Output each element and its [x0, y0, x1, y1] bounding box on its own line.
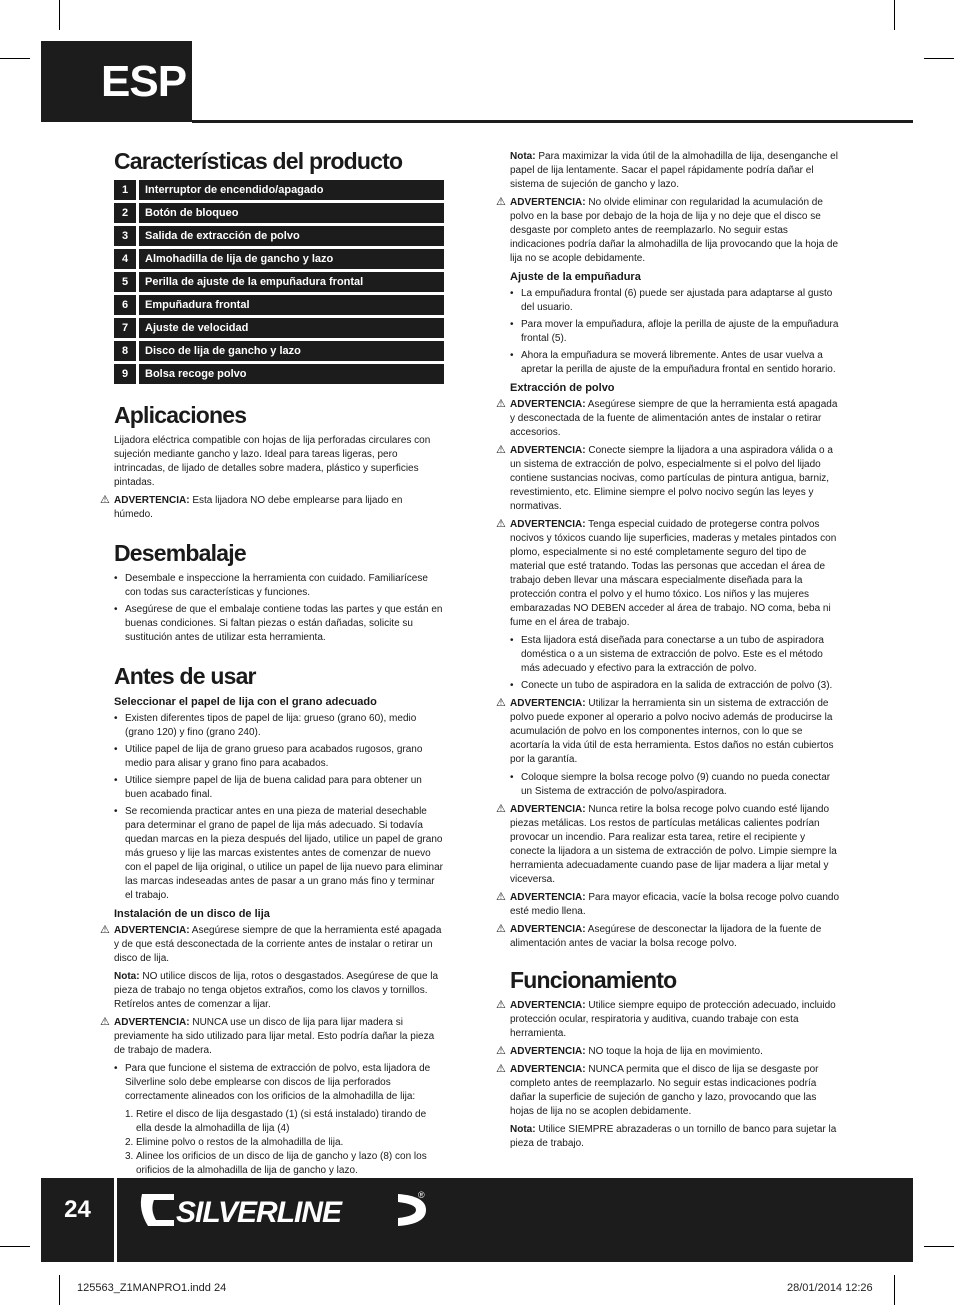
applications-text: Lijadora eléctrica compatible con hojas de lija perforadas circulares con sujeción mediante gancho y lazo. Ideal para tareas ligeras, pero intrincadas, de lijado de detalles sobre madera, plástico y superficies pintadas. — [114, 435, 431, 488]
warning — [496, 518, 840, 630]
list-item: • Se recomienda practicar antes en una pieza de material desechable para determinar el grano de papel de lija más adecuado. Si todavía quedan marcas en la pieza después del lijado, utilice un papel de grano más grueso y lije las marcas existentes antes de comenzar de nuevo con el papel de lija original, o utilice un papel de lija nuevo para eliminar las marcas indeseadas antes de pasar a un grano más fino y terminar el trabajo. — [114, 805, 444, 903]
warning-label: ADVERTENCIA: — [510, 1046, 586, 1057]
warning-text: Nunca retire la bolsa recoge polvo cuando esté lijando piezas metálicas. Los restos de partículas metálicas calientes podrían provocar un incendio. Para realizar esta tarea, retire el recipiente y conecte la lijadora a un sistema de extracción de polvo. Limpie siempre la herramienta adecuadamente cuando pase de lijar madera a lijar metal y viceversa. — [510, 804, 837, 885]
warning — [496, 196, 840, 266]
warning-icon: ⚠ — [496, 891, 506, 903]
warning — [496, 891, 840, 919]
warning-icon: ⚠ — [496, 1063, 506, 1075]
install-list — [114, 1062, 444, 1104]
subheading: Seleccionar el papel de lija con el grano adecuado — [114, 696, 377, 708]
warning-label: ADVERTENCIA: — [114, 925, 190, 936]
feature-item — [114, 249, 444, 269]
warning-text: NUNCA use un disco de lija para lijar madera si previamente ha sido utilizado para lijar metal. Esto podría dañar la pieza de trabajo de madera. — [114, 1017, 435, 1056]
note-label: Nota: — [510, 1124, 536, 1135]
language-tab — [41, 41, 192, 122]
crop-mark — [894, 1275, 895, 1305]
warning-text: Asegúrese siempre de que la herramienta esté apagada y de que está desconectada de la corriente antes de instalar o retirar un disco de lija. — [114, 925, 442, 964]
footer-bar — [41, 1178, 913, 1262]
warning-icon: ⚠ — [496, 398, 506, 410]
header-rule — [192, 120, 913, 123]
warning-icon: ⚠ — [100, 1016, 110, 1028]
warning-icon: ⚠ — [496, 1045, 506, 1057]
warning-label: ADVERTENCIA: — [114, 495, 190, 506]
note-text: Utilice SIEMPRE abrazaderas o un tornillo de banco para sujetar la pieza de trabajo. — [510, 1124, 837, 1149]
file-slug: 125563_Z1MANPRO1.indd 24 — [77, 1282, 227, 1294]
warning — [496, 697, 840, 767]
extraction-list-2 — [510, 771, 840, 799]
list-item: • Esta lijadora está diseñada para conectarse a un tubo de aspiradora doméstica o a un sistema de extracción de polvo. Este es el método más adecuado y efectivo para la extracción de polvo. — [510, 634, 840, 676]
feature-label: Disco de lija de gancho y lazo — [139, 341, 444, 361]
feature-number: 5 — [114, 272, 136, 292]
before-use-section — [100, 663, 444, 1192]
note — [114, 970, 444, 1012]
feature-item — [114, 203, 444, 223]
unpacking-list — [114, 572, 444, 645]
feature-number: 8 — [114, 341, 136, 361]
crop-mark — [894, 0, 895, 30]
warning-label: ADVERTENCIA: — [510, 804, 586, 815]
warning-icon: ⚠ — [496, 999, 506, 1011]
warning-icon: ⚠ — [496, 444, 506, 456]
warning-label: ADVERTENCIA: — [510, 519, 586, 530]
step-item — [125, 1108, 444, 1136]
warning-icon: ⚠ — [496, 518, 506, 530]
feature-label: Botón de bloqueo — [139, 203, 444, 223]
unpacking-title: Desembalaje — [114, 540, 246, 566]
warning — [496, 803, 840, 887]
list-item: • Utilice papel de lija de grano grueso para acabados rugosos, grano medio para alisar y grano fino para acabados. — [114, 743, 444, 771]
feature-label: Salida de extracción de polvo — [139, 226, 444, 246]
warning-text: Para mayor eficacia, vacíe la bolsa recoge polvo cuando esté medio llena. — [510, 892, 840, 917]
feature-item — [114, 180, 444, 200]
feature-item — [114, 341, 444, 361]
page-number: 24 — [64, 1196, 91, 1223]
feature-label: Bolsa recoge polvo — [139, 364, 444, 384]
step-number: 1. — [125, 1109, 134, 1120]
crop-mark — [0, 1246, 30, 1247]
crop-mark — [59, 0, 60, 30]
list-item: • Desembale e inspeccione la herramienta con cuidado. Familiarícese con todas sus características y funciones. — [114, 572, 444, 600]
step-text: Retire el disco de lija desgastado (1) (si está instalado) tirando de ella desde la almohadilla de lija (4) — [136, 1109, 427, 1134]
warning — [496, 999, 840, 1041]
feature-number: 3 — [114, 226, 136, 246]
subheading: Ajuste de la empuñadura — [510, 271, 641, 283]
warning-text: NO toque la hoja de lija en movimiento. — [588, 1046, 763, 1057]
right-column — [496, 150, 840, 1155]
warning-text: Tenga especial cuidado de protegerse contra polvos nocivos y tóxicos cuando lije superficies, maderas y metales pintados con plomo, especialmente si no esté completamente seguro del tipo de material que esté tratando. Todas las personas que accedan el área de trabajo deben llevar una máscara especialmente diseñada para la protección contra el polvo y el humo tóxico. Los niños y las mujeres embarazadas NO DEBEN acceder al área de trabajo. NO coma, beba ni fume en el área de trabajo. — [510, 519, 837, 628]
warning-icon: ⚠ — [496, 923, 506, 935]
feature-number: 7 — [114, 318, 136, 338]
note-text: Para maximizar la vida útil de la almohadilla de lija, desenganche el papel de lija lentamente. Sacar el papel rápidamente podría dañar el sistema de sujeción de gancho y lazo. — [510, 151, 838, 190]
warning-text: Esta lijadora NO debe emplearse para lijado en húmedo. — [114, 495, 403, 520]
feature-label: Ajuste de velocidad — [139, 318, 444, 338]
note-label: Nota: — [510, 151, 536, 162]
list-item: • Para que funcione el sistema de extracción de polvo, esta lijadora de Silverline solo debe emplearse con discos de lija perforados correctamente alineados con los orificios de la almohadilla de lija: — [114, 1062, 444, 1104]
warning-text: No olvide eliminar con regularidad la acumulación de polvo en la base por debajo de la hoja de lija y no deje que el disco se desgaste por completo antes de reemplazarlo. No seguir estas indicaciones podría dañar la almohadilla de lija provocando que la hoja de lija no se acople debidamente. — [510, 197, 839, 264]
step-item — [125, 1136, 444, 1150]
list-item: • La empuñadura frontal (6) puede ser ajustada para adaptarse al gusto del usuario. — [510, 287, 840, 315]
warning-text: Utilizar la herramienta sin un sistema de extracción de polvo puede exponer al operario a polvo nocivo además de producirse la acumulación de polvo en los componentes internos, con lo que se acortaría la vida útil de esta herramienta. Estos daños no están cubiertos por la garantía. — [510, 698, 834, 765]
note-text: NO utilice discos de lija, rotos o desgastados. Asegúrese de que la pieza de trabajo no tenga objetos extraños, como los clavos y tornillos. Retírelos antes de comenzar a lijar. — [114, 971, 439, 1010]
feature-number: 4 — [114, 249, 136, 269]
feature-item — [114, 272, 444, 292]
feature-number: 9 — [114, 364, 136, 384]
warning — [496, 398, 840, 440]
date-slug: 28/01/2014 12:26 — [787, 1282, 873, 1294]
note — [510, 1123, 840, 1151]
crop-mark — [924, 1246, 954, 1247]
crop-mark — [59, 1275, 60, 1305]
feature-item — [114, 318, 444, 338]
footer-divider — [114, 1178, 117, 1262]
warning-icon: ⚠ — [496, 697, 506, 709]
feature-label: Almohadilla de lija de gancho y lazo — [139, 249, 444, 269]
warning-label: ADVERTENCIA: — [114, 1017, 190, 1028]
step-text: Elimine polvo o restos de la almohadilla de lija. — [136, 1137, 344, 1148]
warning-label: ADVERTENCIA: — [510, 924, 586, 935]
feature-number: 6 — [114, 295, 136, 315]
feature-number: 2 — [114, 203, 136, 223]
before-use-title: Antes de usar — [114, 663, 256, 689]
unpacking-section — [114, 540, 444, 645]
subheading: Extracción de polvo — [510, 382, 615, 394]
features-title: Características del producto — [114, 148, 403, 174]
note-label: Nota: — [114, 971, 140, 982]
note — [510, 150, 840, 192]
warning-label: ADVERTENCIA: — [510, 892, 586, 903]
warning — [496, 1063, 840, 1119]
warning-label: ADVERTENCIA: — [510, 1000, 586, 1011]
warning-text: Asegúrese de desconectar la lijadora de la fuente de alimentación antes de vaciar la bolsa recoge polvo. — [510, 924, 822, 949]
applications-title: Aplicaciones — [114, 402, 247, 428]
crop-mark — [0, 58, 30, 59]
feature-item — [114, 226, 444, 246]
extraction-list — [510, 634, 840, 693]
left-column — [100, 148, 444, 1196]
features-list — [114, 180, 444, 384]
applications-section — [100, 402, 444, 522]
feature-label: Empuñadura frontal — [139, 295, 444, 315]
step-number: 2. — [125, 1137, 134, 1148]
list-item: • Ahora la empuñadura se moverá libremente. Antes de usar vuelva a apretar la perilla de ajuste de la empuñadura frontal en sentido horario. — [510, 349, 840, 377]
list-item: • Utilice siempre papel de lija de buena calidad para para obtener un buen acabado final. — [114, 774, 444, 802]
subheading: Instalación de un disco de lija — [114, 908, 270, 920]
feature-label: Perilla de ajuste de la empuñadura frontal — [139, 272, 444, 292]
list-item: • Para mover la empuñadura, afloje la perilla de ajuste de la empuñadura frontal (5). — [510, 318, 840, 346]
list-item: • Coloque siempre la bolsa recoge polvo (9) cuando no pueda conectar un Sistema de extracción de polvo/aspiradora. — [510, 771, 840, 799]
warning-text: Conecte siempre la lijadora a una aspiradora válida o a un sistema de extracción de polvo, especialmente si el polvo del lijado contiene sustancias nocivas, como partículas de pintura antigua, barniz, revestimiento, etc. Elimine siempre el polvo nocivo según las leyes y normativas. — [510, 445, 833, 512]
step-number: 3. — [125, 1151, 134, 1162]
warning-label: ADVERTENCIA: — [510, 445, 586, 456]
list-item: • Conecte un tubo de aspiradora en la salida de extracción de polvo (3). — [510, 679, 840, 693]
warning — [496, 1045, 840, 1059]
silverline-logo — [136, 1186, 436, 1234]
logo-wordmark: SILVERLINE — [176, 1196, 342, 1229]
warning-text: Asegúrese siempre de que la herramienta está apagada y desconectada de la fuente de alimentación antes de instalar o retirar accesorios. — [510, 399, 838, 438]
registered-mark: ® — [418, 1190, 425, 1200]
warning-text: Utilice siempre equipo de protección adecuado, incluido protección ocular, respiratoria y auditiva, cuando trabaje con esta herramienta. — [510, 1000, 836, 1039]
warning-icon: ⚠ — [100, 494, 110, 506]
warning-label: ADVERTENCIA: — [510, 698, 586, 709]
warning-text: NUNCA permita que el disco de lija se desgaste por completo antes de reemplazarlo. No seguir estas indicaciones podría dañar la superficie de sujeción de gancho y lazo, provocando que las hojas de lija no se acoplen debidamente. — [510, 1064, 819, 1117]
warning-icon: ⚠ — [100, 924, 110, 936]
operation-section — [496, 967, 840, 1151]
warning-label: ADVERTENCIA: — [510, 197, 586, 208]
list-item: • Asegúrese de que el embalaje contiene todas las partes y que están en buenas condiciones. Si faltan piezas o están dañadas, solicite su sustitución antes de utilizar esta herramienta. — [114, 603, 444, 645]
feature-item — [114, 295, 444, 315]
warning — [496, 444, 840, 514]
warning — [100, 494, 444, 522]
handle-list — [510, 287, 840, 377]
grit-list — [114, 712, 444, 903]
warning — [496, 923, 840, 951]
list-item: • Existen diferentes tipos de papel de lija: grueso (grano 60), medio (grano 120) y fino (grano 240). — [114, 712, 444, 740]
warning-icon: ⚠ — [496, 196, 506, 208]
warning-label: ADVERTENCIA: — [510, 1064, 586, 1075]
operation-title: Funcionamiento — [510, 967, 677, 993]
logo-hook-left — [141, 1194, 174, 1226]
crop-mark — [924, 58, 954, 59]
warning-icon: ⚠ — [496, 803, 506, 815]
language-label: ESP — [101, 56, 187, 106]
feature-label: Interruptor de encendido/apagado — [139, 180, 444, 200]
step-text: Alinee los orificios de un disco de lija de gancho y lazo (8) con los orificios de la almohadilla de lija de gancho y lazo. — [136, 1151, 427, 1176]
warning — [100, 924, 444, 966]
feature-number: 1 — [114, 180, 136, 200]
warning — [100, 1016, 444, 1058]
feature-item — [114, 364, 444, 384]
warning-label: ADVERTENCIA: — [510, 399, 586, 410]
step-item — [125, 1150, 444, 1178]
